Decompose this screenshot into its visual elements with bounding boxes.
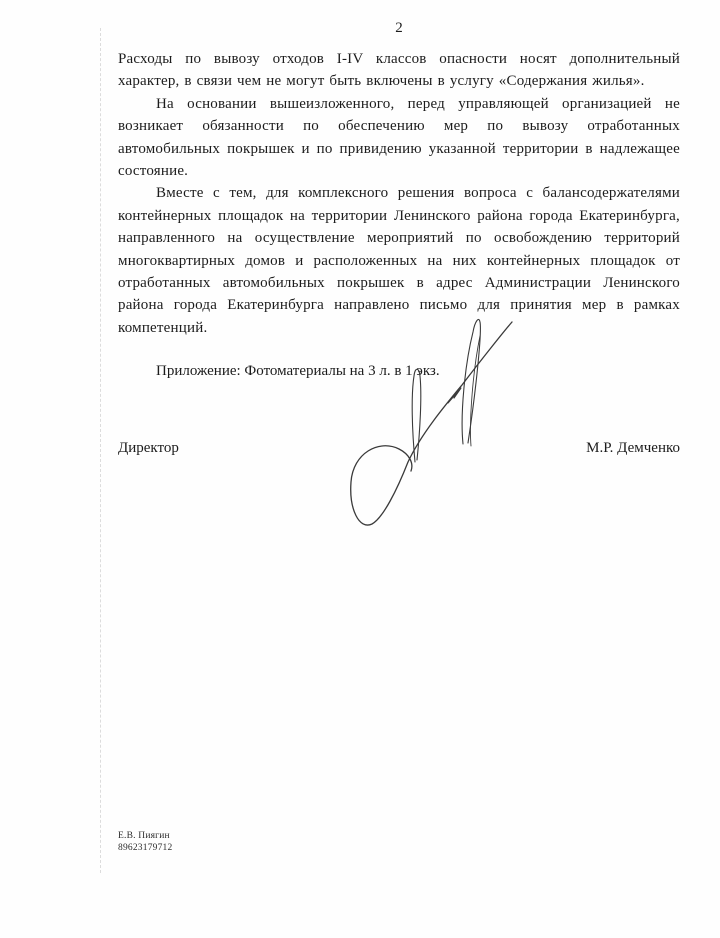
paragraph-3: Вместе с тем, для комплексного решения вопроса с балансодержателями контейнерных площадок на территории Ленинского района города Екатеринбурга, направленного на осуществление мероприятий по освобождению территорий многоквартирных домов и расположенных на них контейнерных площадок от отработанных автомобильных покрышек в адрес Администрации Ленинского района города Екатеринбурга направлено письмо для принятия мер в рамках компетенций. (118, 185, 680, 336)
executor-name: Е.В. Пиягин (118, 831, 170, 841)
attachment-note: Приложение: Фотоматериалы на 3 л. в 1 экз. (156, 363, 440, 380)
position-title: Директор (118, 439, 179, 456)
scan-artifact-left-edge (100, 28, 101, 873)
paragraph-1: Расходы по вывозу отходов I-IV классов опасности носят дополнительный характер, в связи чем не могут быть включены в услугу «Содержания жилья». (118, 51, 680, 90)
paragraph-2: На основании вышеизложенного, перед управляющей организацией не возникает обязанности по обеспечению мер по вывозу отработанных автомобильных покрышек и по привидению указанной территории в надлежащее состояние. (118, 95, 680, 180)
paragraphs-container (118, 48, 680, 339)
signature-row (118, 437, 680, 459)
executor-phone: 89623179712 (118, 842, 173, 853)
letter-body (118, 20, 680, 459)
executor-footnote (118, 831, 172, 854)
signer-name: М.Р. Демченко (586, 439, 680, 456)
page-number: 2 (395, 20, 403, 36)
